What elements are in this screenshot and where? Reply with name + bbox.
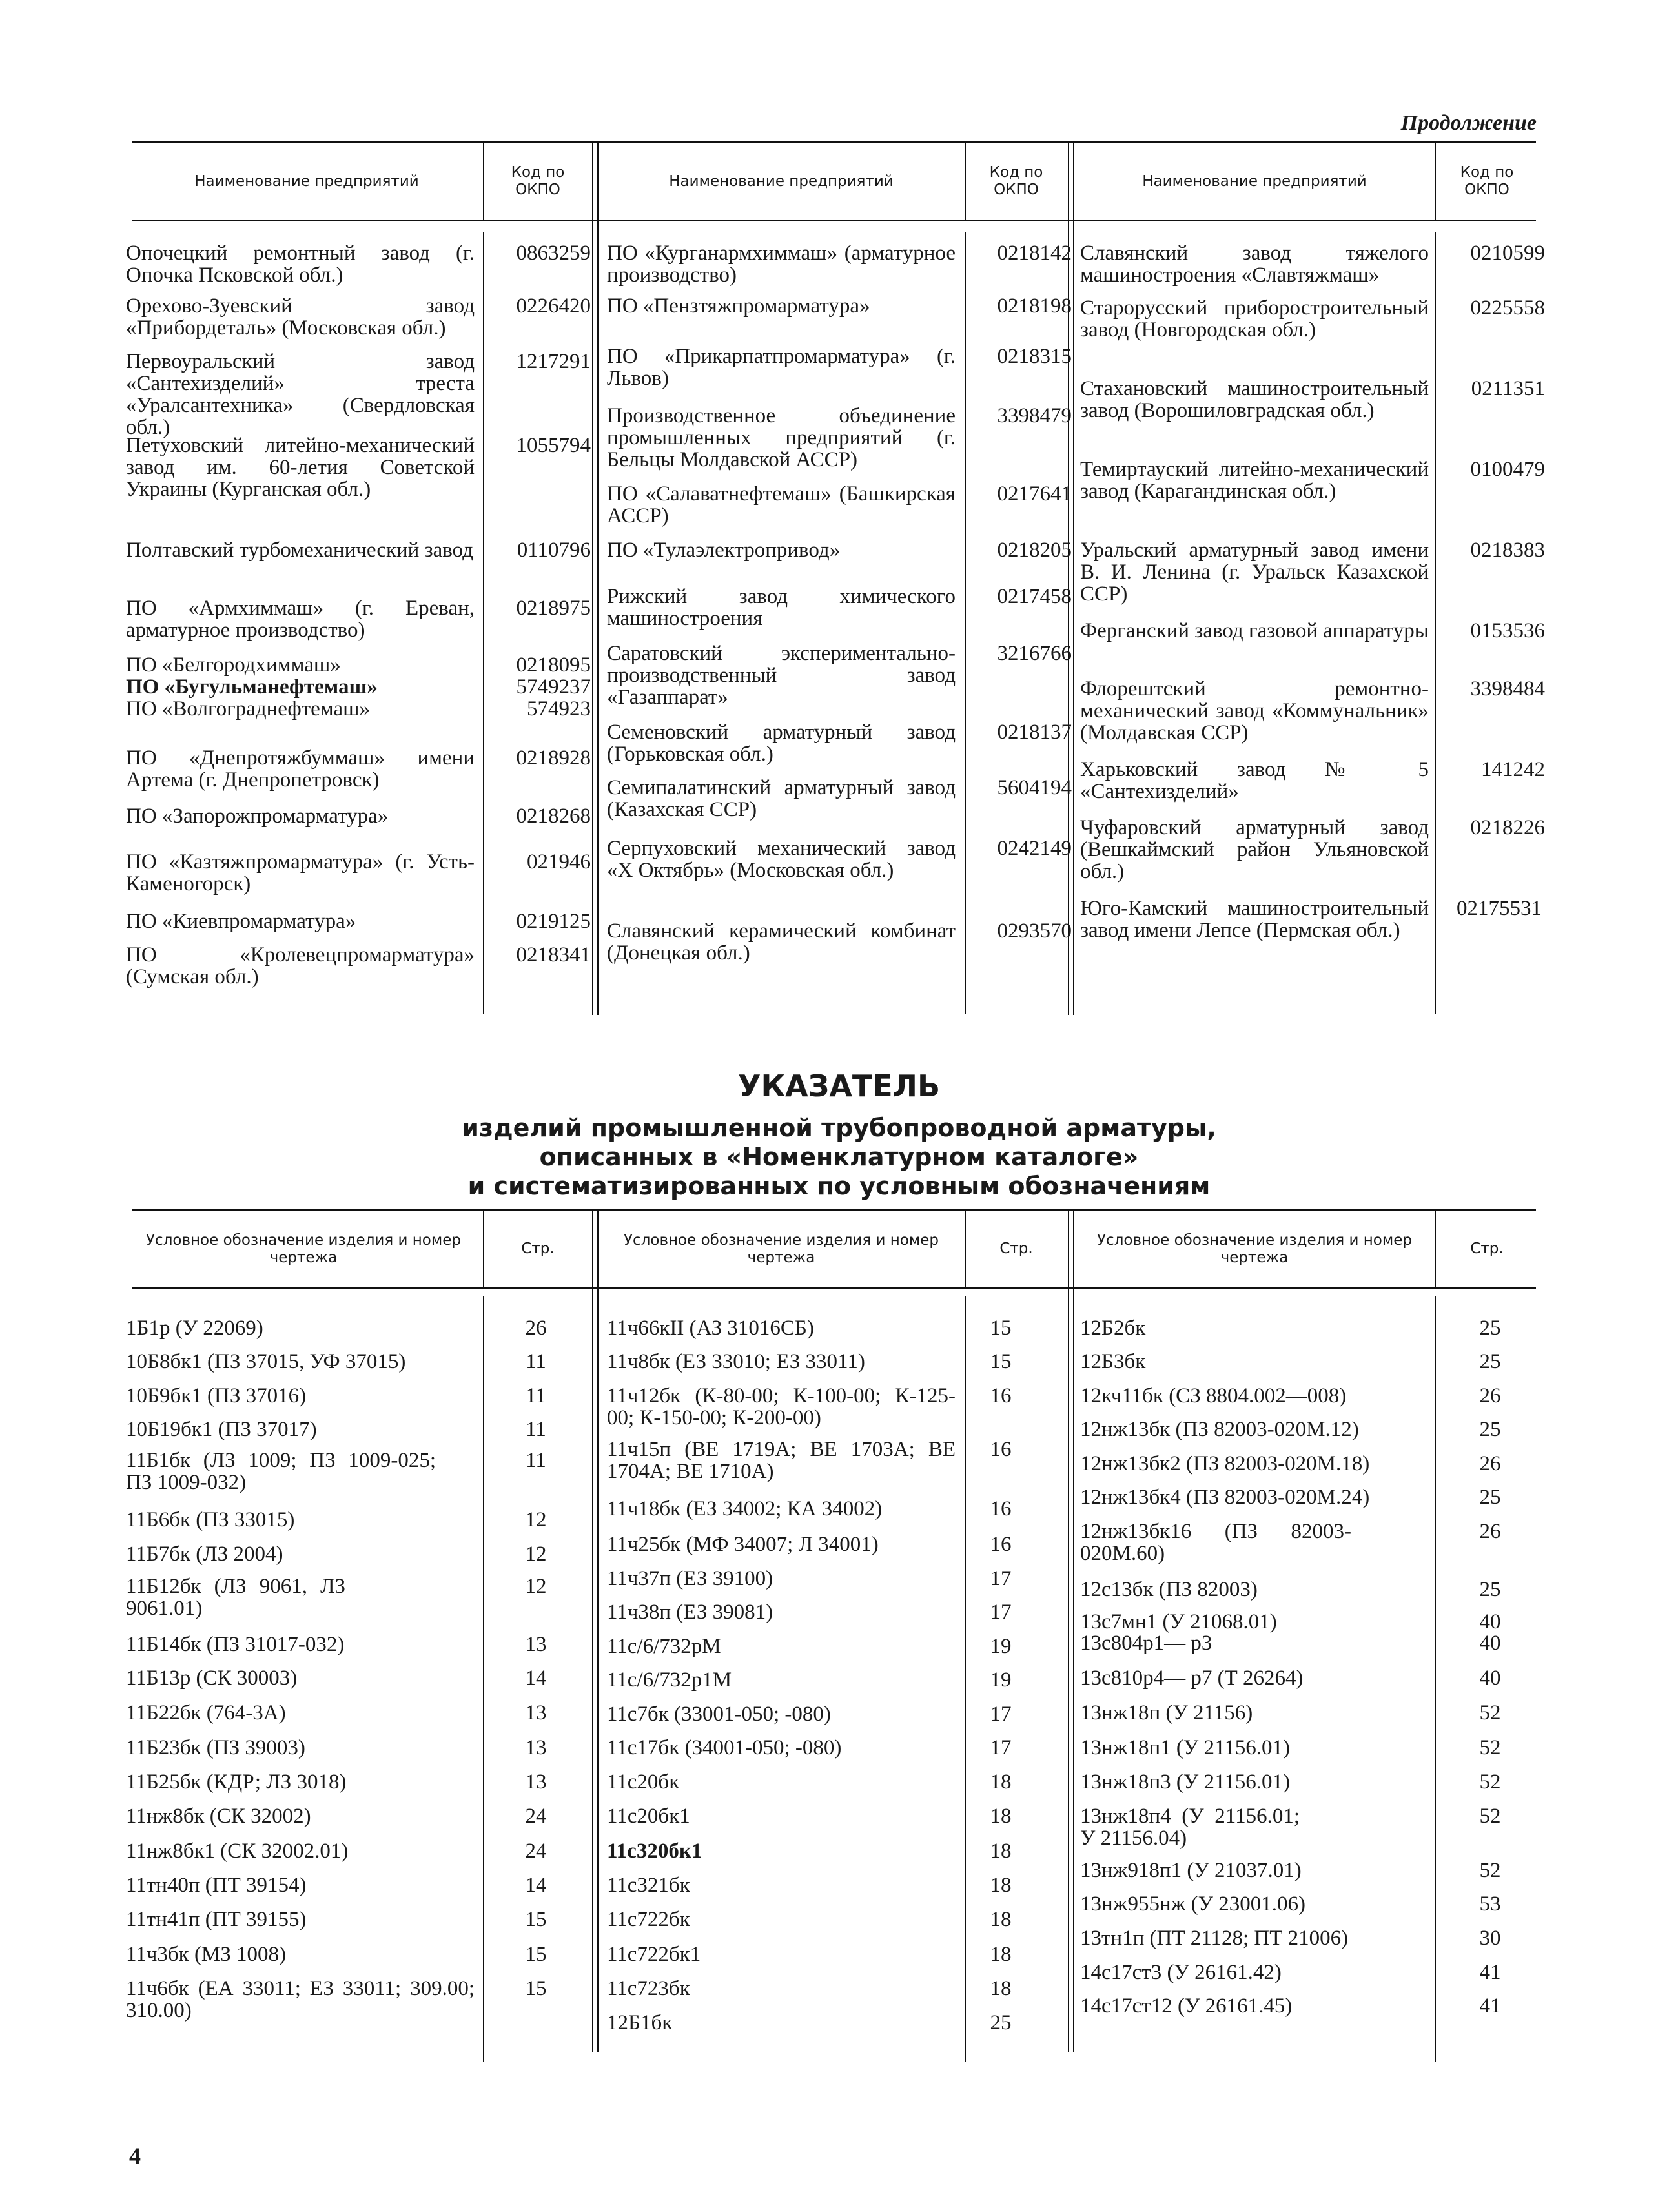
- page-ref: 25: [1479, 1418, 1501, 1441]
- index-subtitle: изделий промышленной трубопроводной арматуры,: [462, 1114, 1216, 1142]
- designation: 11Б22бк (764-3А): [126, 1701, 286, 1725]
- designation: 11с/6/732рМ: [607, 1635, 721, 1658]
- page-ref: 25: [1479, 1486, 1501, 1509]
- page-ref: 12: [525, 1575, 547, 1598]
- okpo-code: 0226420: [516, 294, 591, 318]
- enterprise-name: Харьковский завод № 5 «Сантехизделий»: [1080, 758, 1429, 803]
- enterprise-name: Семеновский арматурный завод (Горьковская обл.): [607, 721, 956, 766]
- okpo-code: 0219125: [516, 910, 591, 933]
- enterprise-name: ПО «Курганармхиммаш» (арматурное производство): [607, 241, 956, 287]
- enterprise-name: Чуфаровский арматурный завод (Вешкаймский район Ульяновской обл.): [1080, 816, 1429, 883]
- okpo-code: 3216766: [997, 642, 1072, 665]
- okpo-code: 0218268: [516, 804, 591, 828]
- page-ref: 26: [525, 1316, 547, 1340]
- okpo-code: 0218137: [997, 721, 1072, 744]
- designation: 11ч15п (ВЕ 1719А; ВЕ 1703А; ВЕ 1704А; ВЕ 1710А): [607, 1438, 956, 1483]
- page-ref: 52: [1479, 1701, 1501, 1725]
- enterprise-name: Саратовский экспериментально-производственный завод «Газаппарат»: [607, 642, 956, 709]
- enterprise-name: Первоуральский завод «Сантехизделий» треста «Уралсантехника» (Свердловская обл.): [126, 350, 475, 439]
- designation: 11Б12бк (ЛЗ 9061, ЛЗ 9061.01): [126, 1575, 345, 1620]
- enterprise-name: ПО «Прикарпатпромарматура» (г. Львов): [607, 345, 956, 390]
- enterprise-name: Производственное объединение промышленных предприятий (г. Бельцы Молдавской АССР): [607, 404, 956, 471]
- enterprise-name: Орехово-Зуевский завод «Прибордеталь» (Московская обл.): [126, 294, 475, 340]
- page-ref: 25: [1479, 1350, 1501, 1373]
- designation: 13нж18п3 (У 21156.01): [1080, 1770, 1290, 1794]
- designation: 13нж18п4 (У 21156.01; У 21156.04): [1080, 1805, 1300, 1850]
- page-ref: 41: [1479, 1961, 1501, 1984]
- designation: 10Б9бк1 (ПЗ 37016): [126, 1384, 307, 1408]
- enterprise-name: Рижский завод химического машиностроения: [607, 585, 956, 630]
- okpo-code: 0218383: [1470, 538, 1545, 562]
- designation: 11с17бк (34001-050; -080): [607, 1736, 842, 1759]
- divider: [483, 232, 484, 1014]
- designation: 11с7бк (33001-050; -080): [607, 1703, 831, 1726]
- enterprise-name: Юго-Камский машиностроительный завод имени Лепсе (Пермская обл.): [1080, 897, 1429, 942]
- designation: 11с/6/732р1М: [607, 1668, 732, 1692]
- enterprise-name: Семипалатинский арматурный завод (Казахская ССР): [607, 776, 956, 821]
- designation: 11с320бк1: [607, 1839, 702, 1863]
- designation: 11Б25бк (КДР; ЛЗ 3018): [126, 1770, 347, 1794]
- okpo-code: 0863259: [516, 241, 591, 265]
- enterprise-name: ПО «Бугульманефтемаш»: [126, 675, 378, 699]
- page-ref: 13: [525, 1770, 547, 1794]
- page-ref: 25: [1479, 1578, 1501, 1601]
- enterprise-name: ПО «Днепротяжбуммаш» имени Артема (г. Днепропетровск): [126, 746, 475, 792]
- page-ref: 12: [525, 1508, 547, 1531]
- okpo-code: 0218095: [516, 653, 591, 677]
- designation: 11Б1бк (ЛЗ 1009; ПЗ 1009-025; ПЗ 1009-032): [126, 1449, 436, 1494]
- enterprise-name: Уральский арматурный завод имени В. И. Ленина (г. Уральск Казахской ССР): [1080, 538, 1429, 606]
- okpo-code: 1055794: [516, 434, 591, 457]
- page-ref: 17: [990, 1736, 1012, 1759]
- page-ref: 15: [990, 1316, 1012, 1340]
- enterprise-name: Серпуховский механический завод «Х Октябрь» (Московская обл.): [607, 837, 956, 882]
- designation: 11ч25бк (МФ 34007; Л 34001): [607, 1533, 879, 1556]
- enterprise-name: Опочецкий ремонтный завод (г. Опочка Псковской обл.): [126, 241, 475, 287]
- designation: 11ч37п (ЕЗ 39100): [607, 1567, 773, 1590]
- col-header-code: Код по ОКПО: [1460, 164, 1514, 198]
- continuation-label: Продолжение: [1400, 111, 1537, 135]
- page-ref: 13: [525, 1701, 547, 1725]
- index-table-rule: [132, 1209, 1536, 1211]
- page-ref: 18: [990, 1943, 1012, 1966]
- divider: [965, 143, 966, 220]
- okpo-code: 0218341: [516, 943, 591, 967]
- page-ref: 11: [526, 1418, 546, 1441]
- okpo-code: 0218226: [1470, 816, 1545, 839]
- okpo-code: 0110796: [517, 538, 591, 562]
- enterprise-name: Славянский керамический комбинат (Донецкая обл.): [607, 919, 956, 965]
- enterprise-name: ПО «Казтяжпромарматура» (г. Усть-Каменогорск): [126, 850, 475, 896]
- page-ref: 30: [1479, 1927, 1501, 1950]
- divider: [483, 143, 484, 220]
- double-divider: [592, 143, 599, 1015]
- enterprise-name: ПО «Пензтяжпромарматура»: [607, 294, 870, 318]
- page-ref: 11: [526, 1350, 546, 1373]
- okpo-code: 021946: [527, 850, 591, 874]
- designation: 11с321бк: [607, 1874, 690, 1897]
- page-ref: 14: [525, 1666, 547, 1690]
- divider: [1435, 232, 1436, 1014]
- enterprise-name: ПО «Салаватнефтемаш» (Башкирская АССР): [607, 482, 956, 527]
- designation: 12кч11бк (СЗ 8804.002—008): [1080, 1384, 1347, 1408]
- enterprise-name: Старорусский приборостроительный завод (Новгородская обл.): [1080, 296, 1429, 342]
- okpo-code: 0242149: [997, 837, 1072, 860]
- divider: [965, 1296, 966, 2062]
- page-ref: 19: [990, 1668, 1012, 1692]
- designation: 12Б1бк: [607, 2011, 673, 2034]
- page-ref: 25: [1479, 1316, 1501, 1340]
- page-ref: 52: [1479, 1770, 1501, 1794]
- col-header-designation: Условное обозначение изделия и номер чертежа: [1097, 1231, 1412, 1266]
- page-ref: 15: [990, 1350, 1012, 1373]
- okpo-code: 0217458: [997, 585, 1072, 608]
- okpo-code: 0218315: [997, 345, 1072, 368]
- designation: 11с20бк1: [607, 1805, 690, 1828]
- okpo-code: 5604194: [997, 776, 1072, 799]
- okpo-code: 0225558: [1470, 296, 1545, 320]
- page-ref: 26: [1479, 1384, 1501, 1408]
- okpo-code: 1217291: [516, 350, 591, 373]
- designation: 12нж13бк4 (ПЗ 82003-020М.24): [1080, 1486, 1370, 1509]
- okpo-code: 0100479: [1470, 458, 1545, 481]
- okpo-code: 0218142: [997, 241, 1072, 265]
- designation: 11нж8бк1 (СК 32002.01): [126, 1839, 349, 1863]
- designation: 10Б19бк1 (ПЗ 37017): [126, 1418, 317, 1441]
- col-header-code: Код по ОКПО: [511, 164, 565, 198]
- designation: 12Б3бк: [1080, 1350, 1146, 1373]
- designation: 11Б6бк (ПЗ 33015): [126, 1508, 295, 1531]
- page-ref: 14: [525, 1874, 547, 1897]
- designation: 11тн40п (ПТ 39154): [126, 1874, 307, 1897]
- page-ref: 17: [990, 1567, 1012, 1590]
- page-ref: 13: [525, 1736, 547, 1759]
- designation: 14с17ст3 (У 26161.42): [1080, 1961, 1282, 1984]
- designation: 13нж18п1 (У 21156.01): [1080, 1736, 1290, 1759]
- page-ref: 11: [526, 1384, 546, 1408]
- page-ref: 17: [990, 1601, 1012, 1624]
- enterprise-name: Петуховский литейно-механический завод им. 60-летия Советской Украины (Курганская обл.): [126, 434, 475, 501]
- page-ref: 40: [1479, 1632, 1501, 1655]
- designation: 11Б14бк (ПЗ 31017-032): [126, 1633, 345, 1656]
- enterprise-name: ПО «Армхиммаш» (г. Ереван, арматурное производство): [126, 597, 475, 642]
- designation: 12нж13бк (ПЗ 82003-020М.12): [1080, 1418, 1359, 1441]
- col-header-name: Наименование предприятий: [1142, 172, 1367, 190]
- designation: 12Б2бк: [1080, 1316, 1146, 1340]
- designation: 13с7мн1 (У 21068.01): [1080, 1610, 1277, 1633]
- page-ref: 25: [990, 2011, 1012, 2034]
- designation: 13нж18п (У 21156): [1080, 1701, 1253, 1725]
- designation: 11с723бк: [607, 1977, 690, 2000]
- okpo-code: 02175531: [1457, 897, 1542, 920]
- enterprise-name: ПО «Киевпромарматура»: [126, 910, 356, 933]
- page-ref: 19: [990, 1635, 1012, 1658]
- page-ref: 16: [990, 1497, 1012, 1521]
- double-divider: [592, 1211, 599, 2052]
- designation: 12с13бк (ПЗ 82003): [1080, 1578, 1258, 1601]
- okpo-code: 0217641: [997, 482, 1072, 506]
- enterprise-name: Темиртауский литейно-механический завод (Карагандинская обл.): [1080, 458, 1429, 503]
- divider: [965, 1211, 966, 1287]
- page-ref: 13: [525, 1633, 547, 1656]
- designation: 13с810р4— р7 (Т 26264): [1080, 1666, 1304, 1690]
- divider: [483, 1211, 484, 1287]
- page-ref: 15: [525, 1977, 547, 2000]
- okpo-code: 0218198: [997, 294, 1072, 318]
- designation: 11ч38п (ЕЗ 39081): [607, 1601, 773, 1624]
- enterprise-name: ПО «Кролевецпромарматура» (Сумская обл.): [126, 943, 475, 988]
- designation: 11с722бк1: [607, 1943, 701, 1966]
- page-ref: 41: [1479, 1994, 1501, 2018]
- designation: 11ч3бк (МЗ 1008): [126, 1943, 287, 1966]
- col-header-code: Код по ОКПО: [989, 164, 1043, 198]
- designation: 13нж955нж (У 23001.06): [1080, 1892, 1306, 1916]
- enterprise-name: Ферганский завод газовой аппаратуры: [1080, 619, 1429, 642]
- okpo-code: 574923: [527, 697, 591, 721]
- page-ref: 12: [525, 1542, 547, 1566]
- enterprise-name: Славянский завод тяжелого машиностроения «Славтяжмаш»: [1080, 241, 1429, 287]
- designation: 11ч6бк (ЕА 33011; ЕЗ 33011; 309.00; 310.00): [126, 1977, 475, 2022]
- page-ref: 16: [990, 1438, 1012, 1461]
- col-header-name: Наименование предприятий: [669, 172, 894, 190]
- double-divider: [1068, 1211, 1074, 2052]
- page-ref: 40: [1479, 1610, 1501, 1633]
- col-header-designation: Условное обозначение изделия и номер чертежа: [624, 1231, 939, 1266]
- enterprise-name: ПО «Волгограднефтемаш»: [126, 697, 371, 721]
- designation: 11ч12бк (К-80-00; К-100-00; К-125-00; К-150-00; К-200-00): [607, 1384, 956, 1429]
- divider: [1435, 1211, 1436, 1287]
- designation: 11нж8бк (СК 32002): [126, 1805, 311, 1828]
- top-header-rule: [132, 220, 1536, 221]
- index-subtitle: и систематизированных по условным обозначениям: [467, 1172, 1211, 1200]
- okpo-code: 0218928: [516, 746, 591, 770]
- enterprise-name: Флорештский ремонтно-механический завод «Коммунальник» (Молдавская ССР): [1080, 677, 1429, 744]
- okpo-code: 0218205: [997, 538, 1072, 562]
- col-header-name: Наименование предприятий: [194, 172, 419, 190]
- designation: 11ч18бк (ЕЗ 34002; КА 34002): [607, 1497, 883, 1521]
- col-header-page: Стр.: [1470, 1240, 1504, 1257]
- page-ref: 16: [990, 1533, 1012, 1556]
- top-table-rule: [132, 141, 1536, 143]
- designation: 13с804р1— р3: [1080, 1632, 1212, 1655]
- designation: 10Б8бк1 (ПЗ 37015, УФ 37015): [126, 1350, 406, 1373]
- page-ref: 52: [1479, 1736, 1501, 1759]
- designation: 11Б13р (СК 30003): [126, 1666, 298, 1690]
- index-subtitle: описанных в «Номенклатурном каталоге»: [539, 1143, 1139, 1171]
- page-ref: 18: [990, 1839, 1012, 1863]
- page-ref: 24: [525, 1839, 547, 1863]
- divider: [1435, 1296, 1436, 2062]
- okpo-code: 5749237: [516, 675, 591, 699]
- enterprise-name: ПО «Белгородхиммаш»: [126, 653, 341, 677]
- page-ref: 15: [525, 1943, 547, 1966]
- page-ref: 11: [526, 1449, 546, 1472]
- enterprise-name: Стахановский машиностроительный завод (Ворошиловградская обл.): [1080, 377, 1429, 422]
- page-ref: 18: [990, 1874, 1012, 1897]
- okpo-code: 0210599: [1470, 241, 1545, 265]
- page-ref: 18: [990, 1977, 1012, 2000]
- page-ref: 40: [1479, 1666, 1501, 1690]
- page-ref: 18: [990, 1770, 1012, 1794]
- designation: 12нж13бк2 (ПЗ 82003-020М.18): [1080, 1452, 1370, 1475]
- designation: 14с17ст12 (У 26161.45): [1080, 1994, 1293, 2018]
- page-ref: 53: [1479, 1892, 1501, 1916]
- designation: 11Б7бк (ЛЗ 2004): [126, 1542, 283, 1566]
- page-ref: 16: [990, 1384, 1012, 1408]
- enterprise-name: ПО «Тулаэлектропривод»: [607, 538, 841, 562]
- enterprise-name: Полтавский турбомеханический завод: [126, 538, 473, 562]
- page-ref: 18: [990, 1908, 1012, 1931]
- page-ref: 52: [1479, 1805, 1501, 1828]
- designation: 11ч66кII (АЗ 31016СБ): [607, 1316, 814, 1340]
- divider: [1435, 143, 1436, 220]
- divider: [965, 232, 966, 1014]
- designation: 12нж13бк16 (ПЗ 82003-020М.60): [1080, 1520, 1351, 1565]
- designation: 13нж918п1 (У 21037.01): [1080, 1859, 1302, 1882]
- page-ref: 26: [1479, 1520, 1501, 1543]
- col-header-page: Стр.: [521, 1240, 555, 1257]
- okpo-code: 3398484: [1470, 677, 1545, 701]
- designation: 11с722бк: [607, 1908, 690, 1931]
- index-title: УКАЗАТЕЛЬ: [737, 1069, 940, 1103]
- designation: 1Б1р (У 22069): [126, 1316, 263, 1340]
- okpo-code: 3398479: [997, 404, 1072, 427]
- page-ref: 52: [1479, 1859, 1501, 1882]
- okpo-code: 0218975: [516, 597, 591, 620]
- page-ref: 15: [525, 1908, 547, 1931]
- page-ref: 24: [525, 1805, 547, 1828]
- enterprise-name: ПО «Запорожпромарматура»: [126, 804, 389, 828]
- page-ref: 17: [990, 1703, 1012, 1726]
- col-header-page: Стр.: [999, 1240, 1033, 1257]
- designation: 11с20бк: [607, 1770, 680, 1794]
- page-ref: 26: [1479, 1452, 1501, 1475]
- col-header-designation: Условное обозначение изделия и номер чертежа: [146, 1231, 461, 1266]
- okpo-code: 0211351: [1471, 377, 1545, 400]
- designation: 11тн41п (ПТ 39155): [126, 1908, 307, 1931]
- divider: [483, 1296, 484, 2062]
- designation: 13тн1п (ПТ 21128; ПТ 21006): [1080, 1927, 1349, 1950]
- okpo-code: 141242: [1481, 758, 1545, 781]
- okpo-code: 0153536: [1470, 619, 1545, 642]
- designation: 11Б23бк (ПЗ 39003): [126, 1736, 305, 1759]
- page-ref: 18: [990, 1805, 1012, 1828]
- page-number: 4: [129, 2143, 141, 2169]
- designation: 11ч8бк (ЕЗ 33010; ЕЗ 33011): [607, 1350, 865, 1373]
- okpo-code: 0293570: [997, 919, 1072, 943]
- index-header-rule: [132, 1287, 1536, 1289]
- double-divider: [1068, 143, 1074, 1015]
